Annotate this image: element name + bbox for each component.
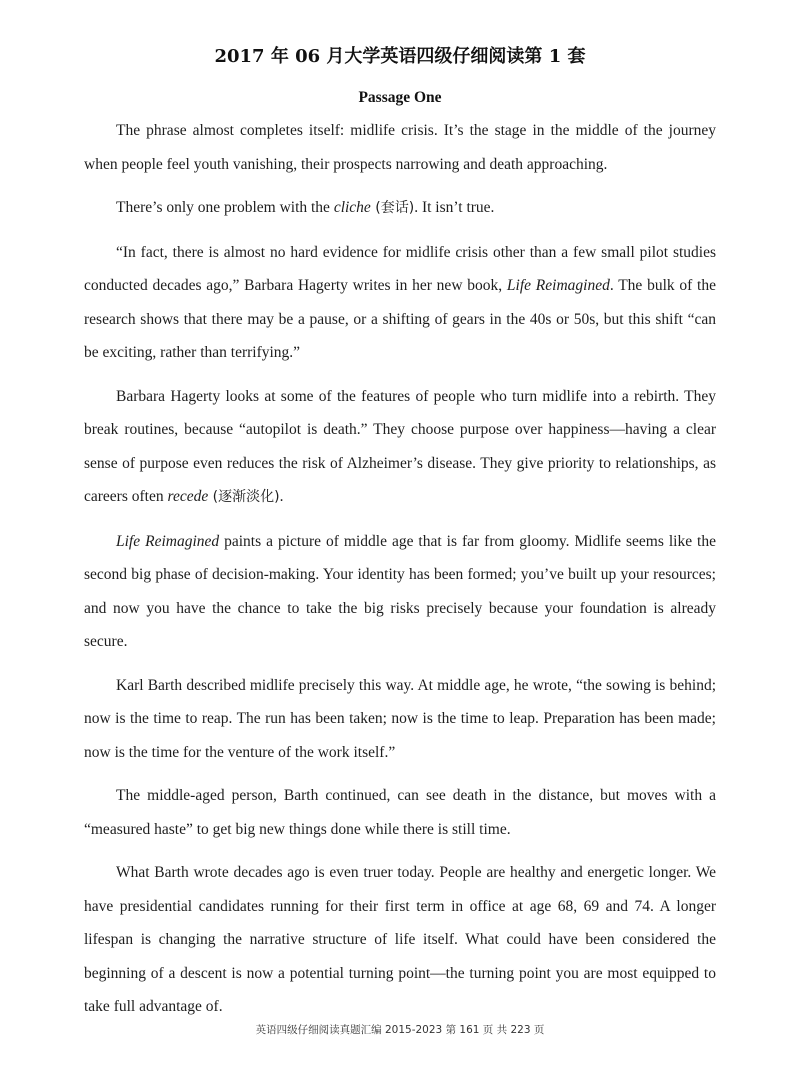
page-title: 2017 年 06 月大学英语四级仔细阅读第 1 套 [214, 46, 586, 67]
paragraph-5-book-title: Life Reimagined [116, 532, 220, 550]
paragraph-3-text-after: . The bulk of the research shows that there may be a pause, or a shifting of gears in the 40s or 50s, but this shift “can be exciting, rather than terrifying.” [84, 277, 716, 361]
paragraph-7: The middle-aged person, Barth continued, can see death in the distance, but moves with a “measured haste” to get big new things done while there is still time. [84, 787, 716, 838]
page-footer: 英语四级仔细阅读真题汇编 2015-2023 第 161 页 共 223 页 [255, 1024, 545, 1036]
paragraph-5-text-after: paints a picture of middle age that is far from gloomy. Midlife seems like the second big phase of decision-making. Your identity has been formed; you’ve built up your resources; and now you have the chance to take the big risks precisely because your foundation is already secure. [84, 532, 716, 650]
paragraph-4-term: recede [167, 488, 209, 505]
paragraph-4-gloss: (逐渐淡化) [208, 489, 280, 505]
passage-heading: Passage One [358, 89, 442, 106]
paragraph-4-text-before: Barbara Hagerty looks at some of the features of people who turn midlife into a rebirth. They break routines, because “autopilot is death.” They choose purpose over happiness—having a clear sense of purpose even reduces the risk of Alzheimer’s disease. They give priority to relationships, as careers often [84, 387, 716, 505]
paragraph-2-text-before: There’s only one problem with the [116, 199, 334, 216]
paragraph-2-text-after: . It isn’t true. [414, 199, 495, 216]
paragraph-3 [84, 236, 716, 370]
paragraph-5 [84, 525, 716, 659]
paragraph-3-text-before: “In fact, there is almost no hard evidence for midlife crisis other than a few small pilot studies conducted decades ago,” Barbara Hagerty writes in her new book, [84, 243, 716, 294]
paragraph-1: The phrase almost completes itself: midlife crisis. It’s the stage in the middle of the journey when people feel youth vanishing, their prospects narrowing and death approaching. [84, 122, 716, 173]
paragraph-2-gloss: (套话) [370, 200, 415, 216]
paragraph-8: What Barth wrote decades ago is even truer today. People are healthy and energetic longer. We have presidential candidates running for their first term in office at age 68, 69 and 74. A longer lifespan is changing the narrative structure of life itself. What could have been considered the beginning of a descent is now a potential turning point—the turning point you are most equipped to take full advantage of. [84, 864, 716, 1015]
paragraph-2 [84, 191, 716, 226]
paragraph-4-text-after: . [279, 488, 284, 505]
paragraph-2-term: cliche [333, 199, 371, 216]
passage-body [84, 114, 716, 1034]
paragraph-3-book-title: Life Reimagined [506, 277, 610, 294]
paragraph-6: Karl Barth described midlife precisely this way. At middle age, he wrote, “the sowing is behind; now is the time to reap. The run has been taken; now is the time to leap. Preparation has been made; now is the time for the venture of the work itself.” [84, 676, 716, 761]
paragraph-4 [84, 380, 716, 515]
